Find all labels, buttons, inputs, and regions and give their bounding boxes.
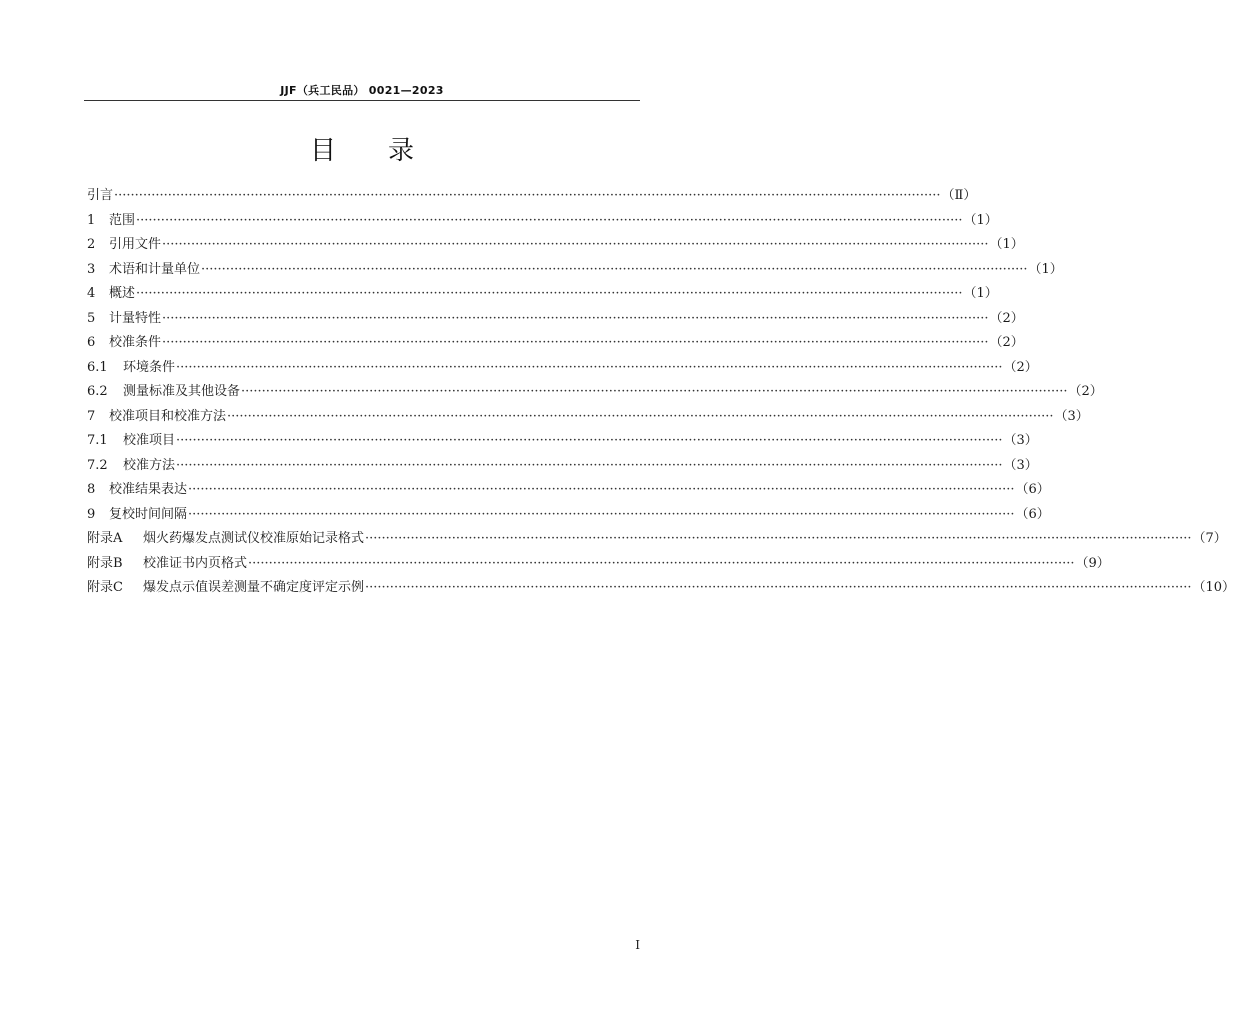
toc-leader-dots: ········································································································································································································ bbox=[176, 359, 1003, 375]
toc-entry-number: 8 bbox=[87, 482, 96, 497]
toc-entry-page: （3） bbox=[1003, 433, 1038, 448]
toc-leader-dots: ········································································································································································································ bbox=[365, 531, 1192, 546]
toc-entry-intro[interactable] bbox=[87, 184, 977, 209]
title-char-1: 目 bbox=[309, 136, 336, 166]
page-number: Ⅰ bbox=[635, 938, 640, 952]
toc-leader-dots: ········································································································································································································ bbox=[162, 310, 989, 326]
toc-entry-number: 附录B bbox=[87, 555, 123, 571]
toc-entry-page: （2） bbox=[1003, 359, 1038, 375]
toc-entry-page: （1） bbox=[989, 237, 1024, 252]
toc-entry-number: 2 bbox=[87, 237, 96, 252]
toc-leader-dots: ········································································································································································································ bbox=[241, 384, 1068, 399]
toc-leader-dots: ········································································································································································································ bbox=[114, 188, 941, 203]
toc-entry-number: 4 bbox=[87, 286, 96, 301]
toc-entry-number: 6.2 bbox=[87, 384, 108, 399]
toc-leader-dots: ········································································································································································································ bbox=[162, 335, 989, 350]
toc-entry-page: （3） bbox=[1054, 408, 1089, 424]
toc-entry-5[interactable] bbox=[87, 307, 1024, 332]
toc-entry-9[interactable] bbox=[87, 503, 1050, 528]
toc-leader-dots: ········································································································································································································ bbox=[176, 457, 1003, 473]
toc-leader-dots: ········································································································································································································ bbox=[136, 212, 963, 228]
toc-entry-text: 概述 bbox=[109, 286, 136, 301]
toc-entry-number: 7.1 bbox=[87, 433, 108, 448]
toc-entry-page: （9） bbox=[1075, 555, 1110, 571]
toc-entry-page: （1） bbox=[963, 286, 998, 301]
toc-entry-text: 计量特性 bbox=[109, 310, 162, 326]
toc-entry-1[interactable] bbox=[87, 209, 998, 234]
toc-entry-number: 3 bbox=[87, 261, 96, 277]
toc-leader-dots: ········································································································································································································ bbox=[188, 482, 1015, 497]
toc-entry-number: 5 bbox=[87, 310, 96, 326]
toc-entry-number: 7 bbox=[87, 408, 96, 424]
toc-entry-number: 附录C bbox=[87, 580, 123, 595]
toc-entry-6-2[interactable] bbox=[87, 380, 1103, 405]
toc-entry-text: 范围 bbox=[109, 212, 136, 228]
toc-entry-text: 复校时间间隔 bbox=[109, 506, 188, 522]
toc-leader-dots: ········································································································································································································ bbox=[201, 261, 1028, 277]
toc-entry-7[interactable] bbox=[87, 405, 1089, 430]
toc-entry-page: （7） bbox=[1192, 531, 1227, 546]
page-title bbox=[0, 130, 724, 167]
toc-entry-text: 测量标准及其他设备 bbox=[123, 384, 241, 399]
toc-entry-number: 9 bbox=[87, 506, 96, 522]
toc-entry-6-1[interactable] bbox=[87, 356, 1038, 381]
header-rule bbox=[84, 100, 640, 101]
toc-entry-text: 校准证书内页格式 bbox=[143, 555, 248, 571]
toc-entry-page: （6） bbox=[1015, 482, 1050, 497]
toc-entry-text: 校准项目 bbox=[123, 433, 176, 448]
toc-leader-dots: ········································································································································································································ bbox=[365, 580, 1192, 595]
toc-entry-page: （1） bbox=[1028, 261, 1063, 277]
toc-entry-number: 6 bbox=[87, 335, 96, 350]
toc-entry-text: 引用文件 bbox=[109, 237, 162, 252]
toc-entry-7-2[interactable] bbox=[87, 454, 1038, 479]
toc-entry-text: 校准结果表达 bbox=[109, 482, 188, 497]
toc-leader-dots: ········································································································································································································ bbox=[162, 237, 989, 252]
toc-leader-dots: ········································································································································································································ bbox=[176, 433, 1003, 448]
toc-entry-text: 术语和计量单位 bbox=[109, 261, 201, 277]
toc-entry-text: 引言 bbox=[87, 188, 114, 203]
toc-entry-2[interactable] bbox=[87, 233, 1024, 258]
toc-entry-page: （2） bbox=[989, 310, 1024, 326]
title-char-2: 录 bbox=[388, 136, 415, 166]
toc-entry-text: 爆发点示值误差测量不确定度评定示例 bbox=[143, 580, 365, 595]
toc-entry-page: （6） bbox=[1015, 506, 1050, 522]
toc-entry-number: 6.1 bbox=[87, 359, 108, 375]
toc-entry-4[interactable] bbox=[87, 282, 998, 307]
toc-entry-number: 附录A bbox=[87, 531, 123, 546]
toc-entry-text: 校准方法 bbox=[123, 457, 176, 473]
toc-entry-number: 7.2 bbox=[87, 457, 108, 473]
toc-entry-text: 烟火药爆发点测试仪校准原始记录格式 bbox=[143, 531, 365, 546]
running-header: JJF（兵工民品） 0021—2023 bbox=[280, 84, 444, 97]
toc-entry-6[interactable] bbox=[87, 331, 1024, 356]
toc-entry-page: （Ⅱ） bbox=[941, 188, 977, 203]
toc-entry-8[interactable] bbox=[87, 478, 1050, 503]
toc-entry-text: 环境条件 bbox=[123, 359, 176, 375]
toc-entry-appendix-a[interactable] bbox=[87, 527, 1227, 552]
toc-entry-page: （1） bbox=[963, 212, 998, 228]
toc-entry-3[interactable] bbox=[87, 258, 1063, 283]
toc-list bbox=[87, 184, 1235, 601]
toc-entry-text: 校准条件 bbox=[109, 335, 162, 350]
toc-leader-dots: ········································································································································································································ bbox=[188, 506, 1015, 522]
toc-entry-7-1[interactable] bbox=[87, 429, 1038, 454]
toc-entry-number: 1 bbox=[87, 212, 96, 228]
toc-entry-page: （10） bbox=[1192, 580, 1235, 595]
toc-entry-appendix-b[interactable] bbox=[87, 552, 1110, 577]
toc-entry-page: （2） bbox=[989, 335, 1024, 350]
toc-leader-dots: ········································································································································································································ bbox=[227, 408, 1054, 424]
toc-entry-appendix-c[interactable] bbox=[87, 576, 1235, 601]
toc-leader-dots: ········································································································································································································ bbox=[136, 286, 963, 301]
toc-entry-page: （2） bbox=[1068, 384, 1103, 399]
toc-leader-dots: ········································································································································································································ bbox=[248, 555, 1075, 571]
toc-entry-text: 校准项目和校准方法 bbox=[109, 408, 227, 424]
toc-entry-page: （3） bbox=[1003, 457, 1038, 473]
